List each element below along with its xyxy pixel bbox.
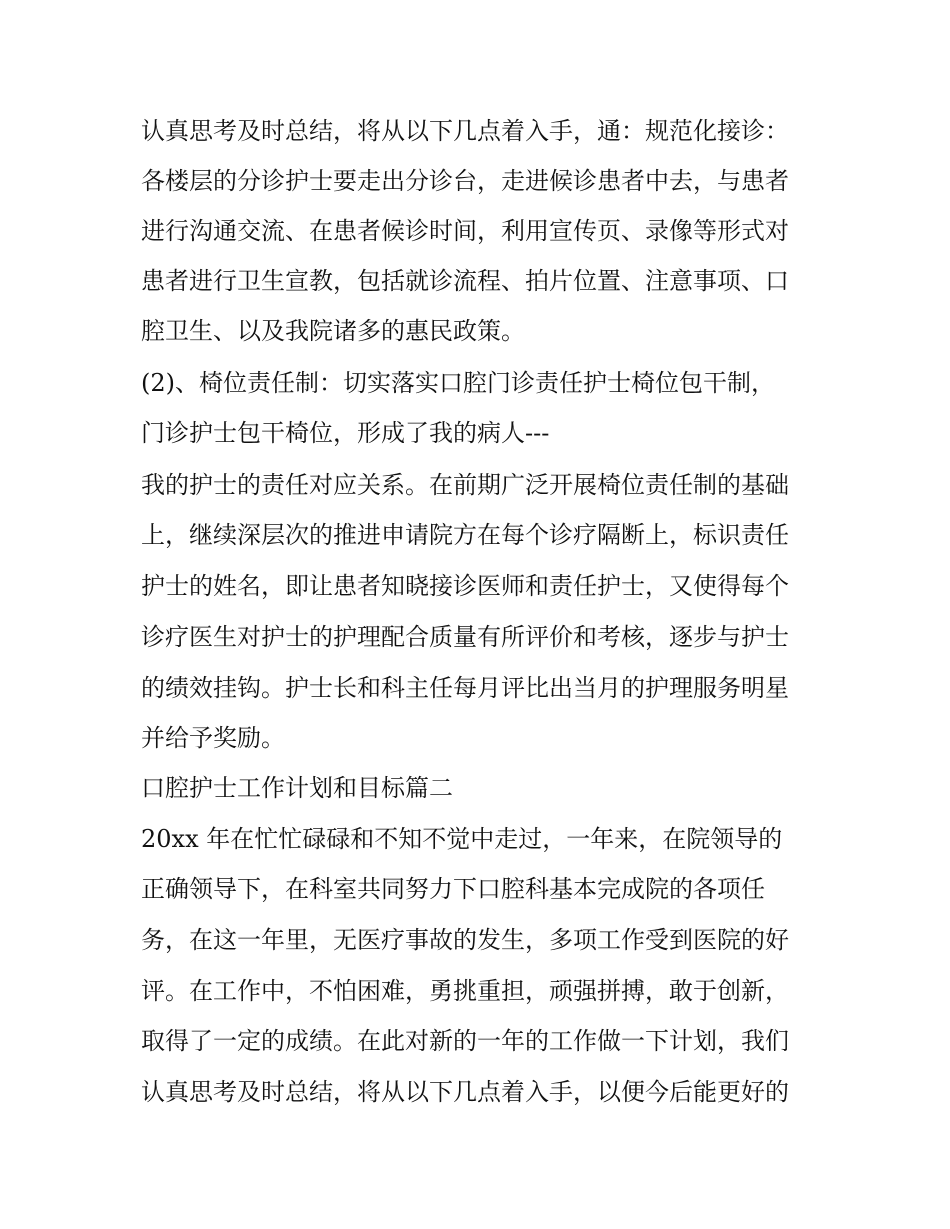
text-line: 正确领导下，在科室共同努力下口腔科基本完成院的各项任 <box>141 875 765 903</box>
text-line: 护士的姓名，即让患者知晓接诊医师和责任护士，又使得每个 <box>141 572 789 600</box>
text-line: 并给予奖励。 <box>141 724 285 752</box>
text-line: 取得了一定的成绩。在此对新的一年的工作做一下计划，我们 <box>141 1027 789 1055</box>
text-line: 的绩效挂钩。护士长和科主任每月评比出当月的护理服务明星 <box>141 674 789 702</box>
text-line: 诊疗医生对护士的护理配合质量有所评价和考核，逐步与护士 <box>141 623 789 651</box>
text-line: 门诊护士包干椅位，形成了我的病人--- <box>141 419 550 447</box>
text-line: 我的护士的责任对应关系。在前期广泛开展椅位责任制的基础 <box>141 471 789 499</box>
text-line: 患者进行卫生宣教，包括就诊流程、拍片位置、注意事项、口 <box>141 267 789 295</box>
text-line: 评。在工作中，不怕困难，勇挑重担，顽强拼搏，敢于创新， <box>141 977 789 1005</box>
text-line: 认真思考及时总结，将从以下几点着入手，通：规范化接诊： <box>141 117 789 145</box>
text-line: 各楼层的分诊护士要走出分诊台，走进候诊患者中去，与患者 <box>141 167 789 195</box>
text-line: 务，在这一年里，无医疗事故的发生，多项工作受到医院的好 <box>141 926 789 954</box>
text-line: 上，继续深层次的推进申请院方在每个诊疗隔断上，标识责任 <box>141 521 789 549</box>
text-line: 20xx 年在忙忙碌碌和不知不觉中走过，一年来，在院领导的 <box>141 825 783 853</box>
text-line: (2)、椅位责任制：切实落实口腔门诊责任护士椅位包干制， <box>141 369 775 397</box>
text-line: 认真思考及时总结，将从以下几点着入手，以便今后能更好的 <box>141 1078 789 1106</box>
text-line: 腔卫生、以及我院诸多的惠民政策。 <box>141 317 525 345</box>
section-heading: 口腔护士工作计划和目标篇二 <box>141 774 453 802</box>
text-line: 进行沟通交流、在患者候诊时间，利用宣传页、录像等形式对 <box>141 217 789 245</box>
